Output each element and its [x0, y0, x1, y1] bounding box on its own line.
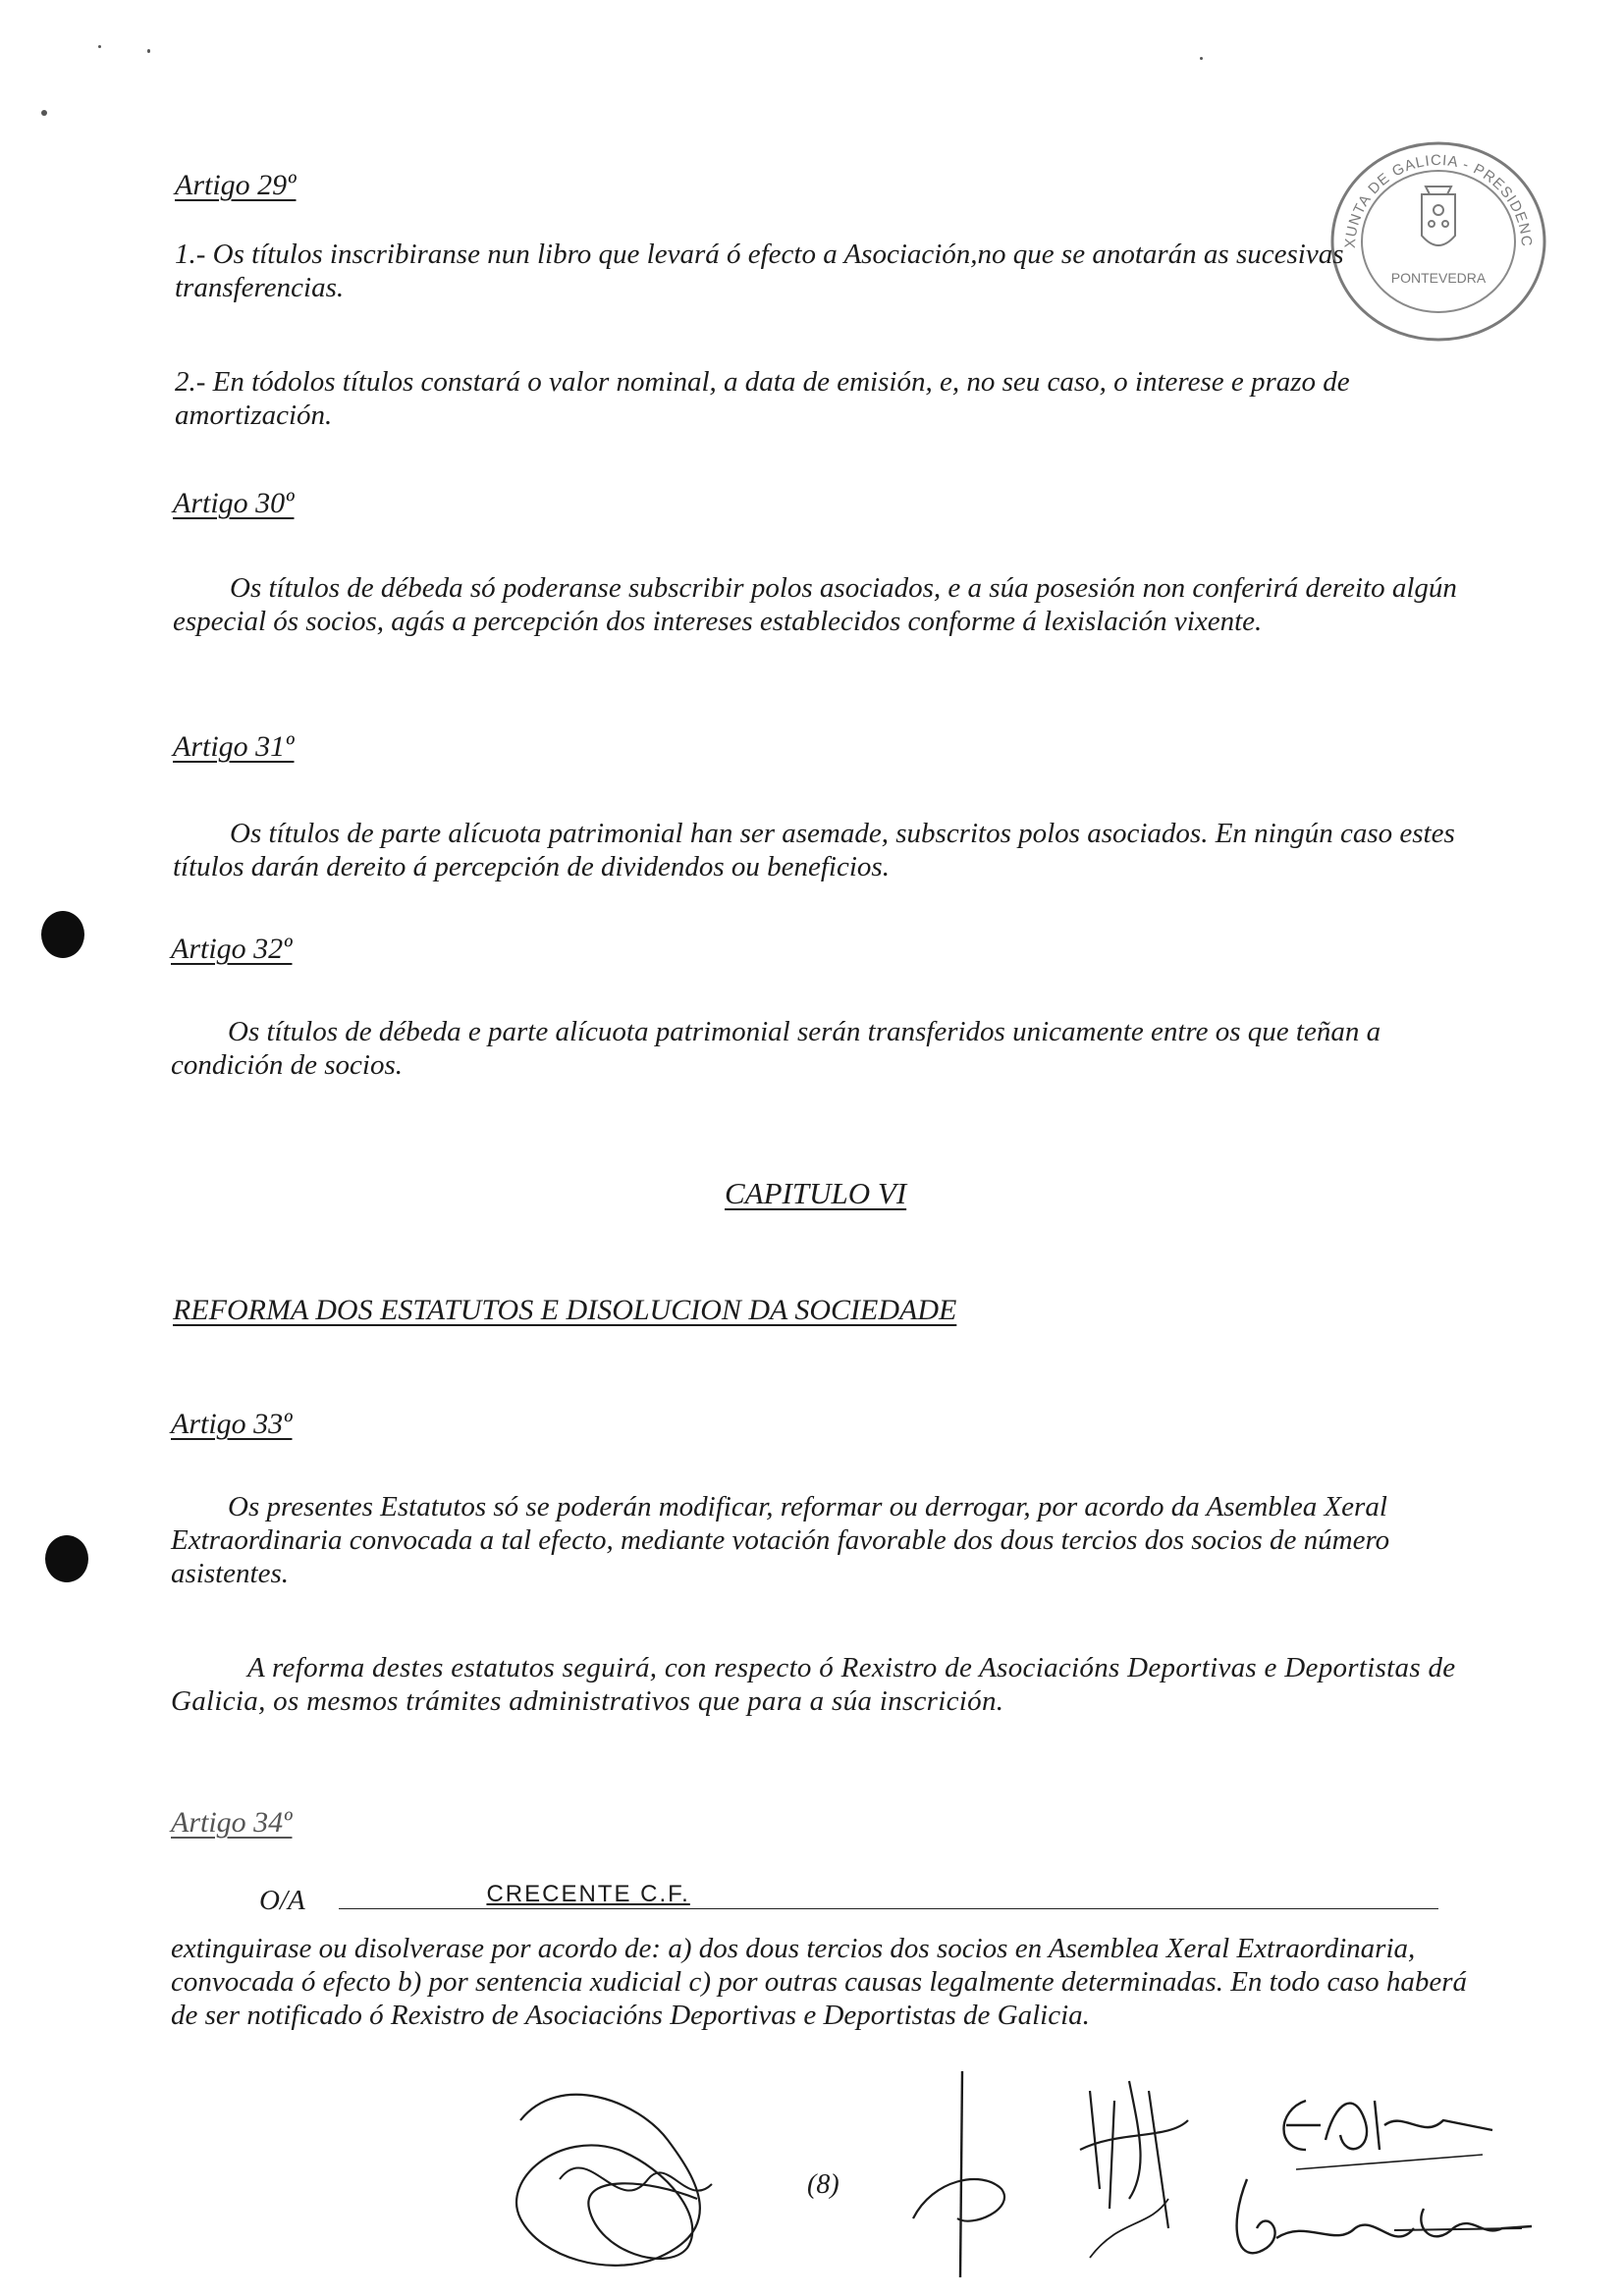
punch-hole-bottom: [45, 1535, 88, 1582]
article-30-paragraph-text: Os títulos de débeda só poderanse subscribir polos asociados, e a súa posesión non conferirá dereito algún especial ós socios, agás a percepción dos intereses establecidos conforme á lexislación vixente.: [173, 572, 1457, 637]
article-34-heading: Artigo 34º: [171, 1806, 293, 1839]
article-34-paragraph: [171, 1932, 1487, 2032]
article-34-prefix: O/A: [259, 1885, 305, 1916]
scan-speck: [98, 45, 101, 48]
article-32-paragraph: [171, 1015, 1487, 1082]
signature-1: [501, 2061, 756, 2287]
article-32-heading: Artigo 32º: [171, 933, 293, 965]
scan-speck: [147, 49, 150, 53]
club-name: CRECENTE C.F.: [486, 1881, 690, 1907]
article-30-paragraph: [173, 571, 1489, 638]
signature-5: [1227, 2169, 1542, 2277]
article-33-paragraph-2-text: A reforma destes estatutos seguirá, con respecto ó Rexistro de Asociacións Deportivas e Deportistas de Galicia, os mesmos trámites administrativos que para a súa inscrición.: [171, 1652, 1456, 1717]
article-33-heading: Artigo 33º: [171, 1408, 293, 1440]
coat-of-arms-icon: [1422, 187, 1455, 245]
article-29-paragraph-1: [175, 238, 1500, 304]
chapter-title: REFORMA DOS ESTATUTOS E DISOLUCION DA SOCIEDADE: [173, 1294, 957, 1326]
club-name-blank: [339, 1881, 1438, 1909]
article-34-club-line: [259, 1881, 1438, 1917]
article-31-paragraph-text: Os títulos de parte alícuota patrimonial han ser asemade, subscritos polos asociados. En ningún caso estes títulos darán dereito á percepción de dividendos ou beneficios.: [173, 818, 1455, 882]
article-33-paragraph-1-text: Os presentes Estatutos só se poderán modificar, reformar ou derrogar, por acordo da Asemblea Xeral Extraordinaria convocada a tal efecto, mediante votación favorable dos dous tercios dos socios de número asistentes.: [171, 1491, 1390, 1589]
stamp-outer-text: XUNTA DE GALICIA - PRESIDENCIA - SECRETARIA XERAL PARA O DEPORTE - SERVICIO PROVINCIAL: [1309, 113, 1536, 249]
punch-hole-top: [41, 911, 84, 958]
article-29-paragraph-2-text: 2.- En tódolos títulos constará o valor nominal, a data de emisión, e, no seu caso, o interese e prazo de amortización.: [175, 366, 1350, 431]
signature-2: [903, 2071, 1021, 2287]
article-29-paragraph-2: [175, 365, 1490, 432]
article-30-heading: Artigo 30º: [173, 487, 295, 519]
chapter-number: CAPITULO VI: [725, 1176, 907, 1210]
article-34-paragraph-text: extinguirase ou disolverase por acordo de: a) dos dous tercios dos socios en Asemblea Xeral Extraordinaria, convocada ó efecto b) por sentencia xudicial c) por outras causas legalmente determinadas. En todo caso haberá de ser notificado ó Rexistro de Asociacións Deportivas e Deportistas de Galicia.: [171, 1933, 1468, 2031]
article-33-paragraph-1: [171, 1490, 1487, 1590]
scan-speck: [1200, 57, 1203, 60]
article-31-heading: Artigo 31º: [173, 730, 295, 763]
stamp-inner-text: PONTEVEDRA: [1390, 270, 1487, 286]
article-33-paragraph-2: [171, 1651, 1487, 1718]
article-32-paragraph-text: Os títulos de débeda e parte alícuota patrimonial serán transferidos unicamente entre os que teñan a condición de socios.: [171, 1016, 1381, 1081]
page-number: (8): [807, 2169, 839, 2200]
article-29-heading: Artigo 29º: [175, 169, 297, 201]
article-31-paragraph: [173, 817, 1489, 883]
article-29-paragraph-1-text: 1.- Os títulos inscribiranse nun libro que levará ó efecto a Asociación,no que se anotarán as sucesivas transferencias.: [175, 239, 1344, 303]
signature-3: [1060, 2071, 1218, 2268]
scan-speck: [41, 110, 47, 116]
